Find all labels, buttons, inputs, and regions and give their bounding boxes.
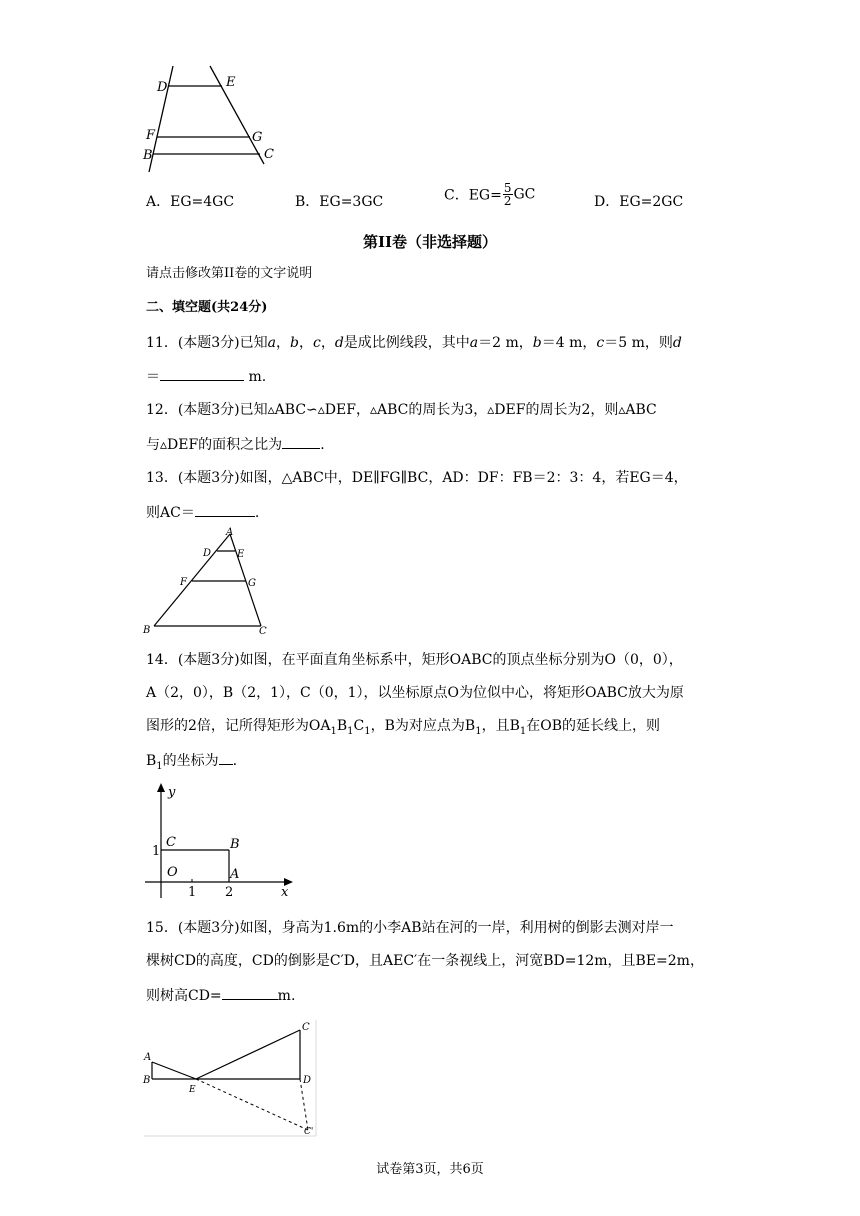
q13-text: . xyxy=(254,505,260,521)
q13-label-g: G xyxy=(248,578,256,589)
q14-figure xyxy=(140,780,300,902)
q15-reflection-dc xyxy=(300,1079,308,1130)
q13-label-c: C xyxy=(259,626,267,637)
q10-option-d: D．EG=2GC xyxy=(594,194,684,210)
q11-text: 11．(本题3分)已知 xyxy=(146,335,268,351)
q13-label-d: D xyxy=(203,548,212,559)
q11-var-c: c xyxy=(312,335,321,351)
q13-side-ac xyxy=(230,534,261,626)
q14-line1: 14．(本题3分)如图，在平面直角坐标系中，矩形OABC的顶点坐标分别为O（0，0）， xyxy=(146,652,683,668)
q15-reflection-ec xyxy=(196,1079,308,1130)
q13-answer-blank[interactable] xyxy=(195,502,255,517)
q11-line1 xyxy=(146,333,682,353)
q11-text: ＝5 m，则 xyxy=(604,335,673,351)
q14-label-2x: 2 xyxy=(225,885,234,900)
q14-line3 xyxy=(146,716,660,742)
q10-option-b: B．EG=3GC xyxy=(295,194,384,210)
q10-figure xyxy=(140,64,290,176)
q13-label-f: F xyxy=(180,577,187,588)
q13-label-e: E xyxy=(237,549,245,560)
q11-sep: ， xyxy=(320,335,335,351)
q15-label-e: E xyxy=(189,1085,196,1095)
q13-label-b: B xyxy=(143,625,151,636)
q13-text: 则AC＝ xyxy=(146,505,195,521)
q11-text: 是成比例线段，其中 xyxy=(343,335,470,351)
q10-option-c-prefix: C．EG= xyxy=(444,187,502,204)
q10-label-f: F xyxy=(146,128,156,143)
q15-sight-ae xyxy=(152,1062,196,1079)
q14-subscript: 1 xyxy=(475,725,482,737)
q10-option-a: A．EG=4GC xyxy=(146,194,235,210)
q11-text: ＝ xyxy=(146,369,160,385)
q14-line4 xyxy=(146,750,237,777)
q14-text: ，B为对应点为B xyxy=(370,718,476,734)
q14-label-1y: 1 xyxy=(152,844,161,859)
q11-text: ＝2 m， xyxy=(478,335,533,351)
q15-figure xyxy=(140,1016,326,1140)
q14-label-1x: 1 xyxy=(188,885,197,900)
q13-line2 xyxy=(146,502,259,523)
q13-side-ab xyxy=(154,534,230,626)
q11-var-b: b xyxy=(532,335,542,351)
q14-text: 在OB的延长线上，则 xyxy=(526,718,661,734)
q11-sep: ， xyxy=(276,335,291,351)
q14-label-y: y xyxy=(168,785,176,800)
q12-text: 与▵DEF的面积之比为 xyxy=(146,437,283,453)
section2-title: 第II卷（非选择题） xyxy=(362,233,498,251)
q14-text: B xyxy=(146,753,157,769)
q14-subscript: 1 xyxy=(347,725,354,737)
q14-text: 的坐标为 xyxy=(162,753,219,769)
q15-label-d: D xyxy=(303,1075,312,1086)
q14-answer-blank[interactable] xyxy=(219,750,233,765)
q10-option-c xyxy=(444,182,535,207)
q13-figure xyxy=(140,526,280,638)
q11-var-b: b xyxy=(290,335,299,351)
q15-text: 则树高CD= xyxy=(146,988,222,1004)
q14-text: ，且B xyxy=(481,718,520,734)
section2-note: 请点击修改第II卷的文字说明 xyxy=(146,266,313,281)
q12-line1: 12．(本题3分)已知▵ABC∽▵DEF，▵ABC的周长为3，▵DEF的周长为2，则▵ABC xyxy=(146,402,657,418)
q13-line1: 13．(本题3分)如图，△ABC中，DE∥FG∥BC，AD：DF：FB＝2：3：4，若EG＝4， xyxy=(146,470,688,486)
q15-label-cprime: C' xyxy=(304,1127,314,1137)
q11-answer-blank[interactable] xyxy=(160,366,244,381)
q14-subscript: 1 xyxy=(156,760,163,772)
q11-var-d: d xyxy=(672,335,682,351)
q14-label-c: C xyxy=(166,835,176,850)
q10-label-d: D xyxy=(157,80,168,95)
q14-y-axis-arrow xyxy=(157,783,165,792)
q11-text: ＝4 m， xyxy=(541,335,597,351)
q15-label-a: A xyxy=(144,1052,152,1063)
q14-label-b: B xyxy=(230,837,240,852)
q10-option-c-fraction xyxy=(503,182,513,207)
q10-right-line xyxy=(210,66,264,164)
q15-label-c: C xyxy=(302,1022,310,1033)
q10-label-c: C xyxy=(264,147,274,162)
q13-label-a: A xyxy=(226,527,234,538)
q12-line2 xyxy=(146,434,325,455)
q15-line-ec xyxy=(196,1030,300,1079)
q10-label-b: B xyxy=(143,148,153,163)
q11-sep: ， xyxy=(298,335,313,351)
q15-line1: 15．(本题3分)如图，身高为1.6m的小李AB站在河的一岸，利用树的倒影去测对岸一 xyxy=(146,920,674,936)
q10-option-c-suffix: GC xyxy=(513,186,536,203)
q11-var-a: a xyxy=(469,335,479,351)
q10-label-g: G xyxy=(252,130,263,145)
q11-var-d: d xyxy=(334,335,344,351)
q11-line2 xyxy=(146,366,266,387)
q15-line2: 棵树CD的高度，CD的倒影是C′D，且AEC′在一条视线上，河宽BD=12m，且BE=2m， xyxy=(146,953,704,969)
q15-answer-blank[interactable] xyxy=(222,985,278,1000)
q14-text: B xyxy=(336,718,348,734)
q14-subscript: 1 xyxy=(364,725,371,737)
q14-text: 图形的2倍，记所得矩形为OA xyxy=(146,718,331,734)
q14-text: C xyxy=(353,718,365,734)
q14-line2: A（2，0），B（2，1），C（0，1），以坐标原点O为位似中心，将矩形OABC放大为原 xyxy=(146,685,684,701)
page-footer: 试卷第3页，共6页 xyxy=(376,1162,484,1177)
q11-var-c: c xyxy=(596,335,605,351)
q15-label-b: B xyxy=(143,1075,151,1086)
q15-text: m. xyxy=(277,988,296,1004)
q14-subscript: 1 xyxy=(519,725,527,737)
q14-label-o: O xyxy=(167,865,178,880)
q15-line3 xyxy=(146,985,295,1006)
q14-label-a: A xyxy=(230,867,240,882)
q11-text: m. xyxy=(244,369,267,385)
section2-heading: 二、填空题(共24分) xyxy=(146,300,268,315)
q14-label-x: x xyxy=(281,885,289,900)
q10-label-e: E xyxy=(226,75,236,90)
q12-text: . xyxy=(320,437,325,453)
q10-option-c-num: 5 xyxy=(503,181,512,195)
q12-answer-blank[interactable] xyxy=(282,434,320,449)
q14-text: . xyxy=(232,753,238,769)
q10-option-c-den: 2 xyxy=(503,194,512,208)
q14-subscript: 1 xyxy=(330,725,337,737)
q11-var-a: a xyxy=(267,335,277,351)
